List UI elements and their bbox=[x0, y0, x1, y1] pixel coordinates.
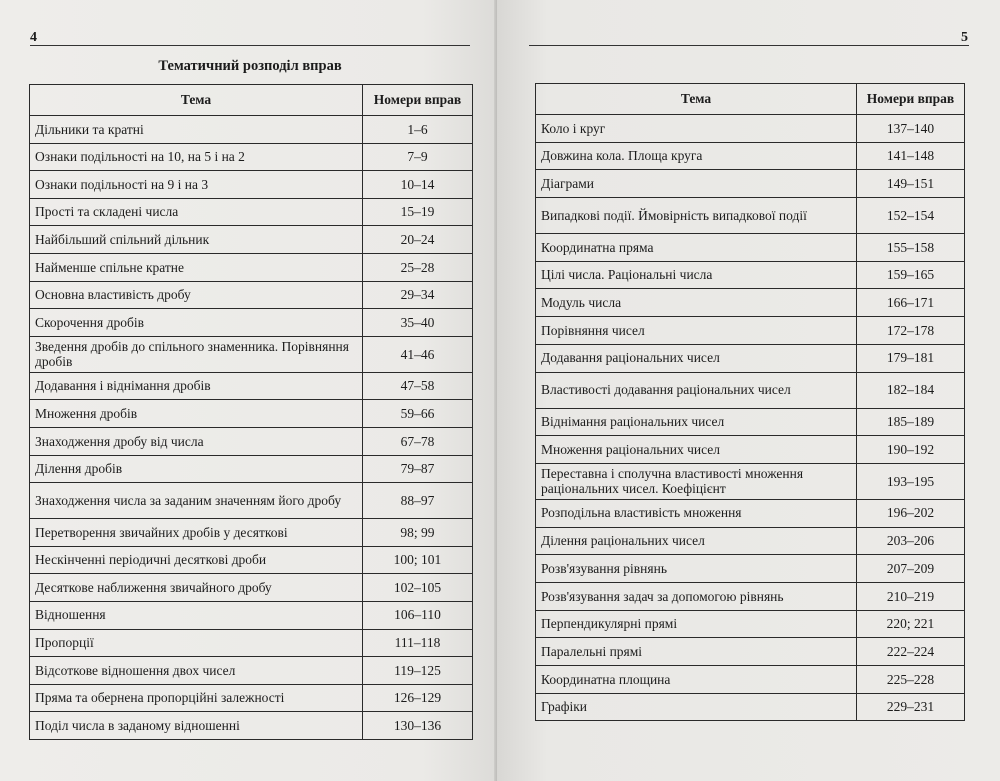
table-row bbox=[536, 115, 965, 143]
topic-cell: Множення раціональних чисел bbox=[536, 436, 857, 464]
exercise-numbers-cell: 1–6 bbox=[363, 116, 473, 144]
table-row bbox=[536, 289, 965, 317]
topic-cell: Зведення дробів до спільного знаменника. Порівняння дробів bbox=[30, 336, 363, 372]
column-header-numbers: Номери вправ bbox=[363, 85, 473, 116]
table-row bbox=[536, 638, 965, 666]
table-row bbox=[30, 427, 473, 455]
topics-table-right bbox=[535, 83, 965, 721]
exercise-numbers-cell: 207–209 bbox=[857, 555, 965, 583]
topic-cell: Нескінченні періодичні десяткові дроби bbox=[30, 546, 363, 574]
table-row bbox=[30, 455, 473, 483]
table-row bbox=[30, 171, 473, 199]
column-header-numbers: Номери вправ bbox=[857, 84, 965, 115]
topic-cell: Координатна пряма bbox=[536, 234, 857, 262]
table-row bbox=[536, 610, 965, 638]
exercise-numbers-cell: 130–136 bbox=[363, 712, 473, 740]
table-row bbox=[30, 281, 473, 309]
topic-cell: Розв'язування задач за допомогою рівнянь bbox=[536, 582, 857, 610]
table-row bbox=[536, 693, 965, 721]
topic-cell: Пропорції bbox=[30, 629, 363, 657]
table-row bbox=[30, 546, 473, 574]
exercise-numbers-cell: 41–46 bbox=[363, 336, 473, 372]
exercise-numbers-cell: 159–165 bbox=[857, 261, 965, 289]
topic-cell: Відсоткове відношення двох чисел bbox=[30, 657, 363, 685]
table-row bbox=[30, 483, 473, 519]
table-row bbox=[536, 436, 965, 464]
table-header-row bbox=[30, 85, 473, 116]
table-row bbox=[536, 463, 965, 499]
topic-cell: Ділення дробів bbox=[30, 455, 363, 483]
topic-cell: Довжина кола. Площа круга bbox=[536, 142, 857, 170]
topic-cell: Знаходження числа за заданим значенням його дробу bbox=[30, 483, 363, 519]
topic-cell: Скорочення дробів bbox=[30, 309, 363, 337]
table-row bbox=[536, 499, 965, 527]
table-row bbox=[30, 116, 473, 144]
topic-cell: Коло і круг bbox=[536, 115, 857, 143]
topic-cell: Прості та складені числа bbox=[30, 198, 363, 226]
topic-cell: Розв'язування рівнянь bbox=[536, 555, 857, 583]
page-number: 5 bbox=[961, 30, 968, 45]
topic-cell: Відношення bbox=[30, 601, 363, 629]
table-row bbox=[536, 234, 965, 262]
topic-cell: Множення дробів bbox=[30, 400, 363, 428]
table-row bbox=[30, 198, 473, 226]
exercise-numbers-cell: 141–148 bbox=[857, 142, 965, 170]
exercise-numbers-cell: 137–140 bbox=[857, 115, 965, 143]
topic-cell: Поділ числа в заданому відношенні bbox=[30, 712, 363, 740]
table-row bbox=[30, 143, 473, 171]
topic-cell: Ознаки подільності на 10, на 5 і на 2 bbox=[30, 143, 363, 171]
exercise-numbers-cell: 172–178 bbox=[857, 317, 965, 345]
exercise-numbers-cell: 102–105 bbox=[363, 574, 473, 602]
table-row bbox=[30, 684, 473, 712]
table-row bbox=[536, 198, 965, 234]
table-row bbox=[536, 344, 965, 372]
exercise-numbers-cell: 106–110 bbox=[363, 601, 473, 629]
exercise-numbers-cell: 20–24 bbox=[363, 226, 473, 254]
table-row bbox=[536, 317, 965, 345]
exercise-numbers-cell: 7–9 bbox=[363, 143, 473, 171]
table-row bbox=[30, 657, 473, 685]
topic-cell: Випадкові події. Ймовірність випадкової події bbox=[536, 198, 857, 234]
exercise-numbers-cell: 185–189 bbox=[857, 408, 965, 436]
topic-cell: Основна властивість дробу bbox=[30, 281, 363, 309]
exercise-numbers-cell: 25–28 bbox=[363, 253, 473, 281]
topic-cell: Властивості додавання раціональних чисел bbox=[536, 372, 857, 408]
topic-cell: Цілі числа. Раціональні числа bbox=[536, 261, 857, 289]
exercise-numbers-cell: 149–151 bbox=[857, 170, 965, 198]
topic-cell: Розподільна властивість множення bbox=[536, 499, 857, 527]
exercise-numbers-cell: 210–219 bbox=[857, 582, 965, 610]
table-row bbox=[30, 400, 473, 428]
exercise-numbers-cell: 67–78 bbox=[363, 427, 473, 455]
exercise-numbers-cell: 179–181 bbox=[857, 344, 965, 372]
exercise-numbers-cell: 10–14 bbox=[363, 171, 473, 199]
topic-cell: Найменше спільне кратне bbox=[30, 253, 363, 281]
table-row bbox=[30, 601, 473, 629]
exercise-numbers-cell: 59–66 bbox=[363, 400, 473, 428]
topic-cell: Перпендикулярні прямі bbox=[536, 610, 857, 638]
topic-cell: Переставна і сполучна властивості множення раціональних чисел. Коефіцієнт bbox=[536, 463, 857, 499]
exercise-numbers-cell: 111–118 bbox=[363, 629, 473, 657]
exercise-numbers-cell: 222–224 bbox=[857, 638, 965, 666]
exercise-numbers-cell: 88–97 bbox=[363, 483, 473, 519]
column-header-topic: Тема bbox=[30, 85, 363, 116]
page-number: 4 bbox=[30, 30, 37, 45]
table-header-row bbox=[536, 84, 965, 115]
topic-cell: Ознаки подільності на 9 і на 3 bbox=[30, 171, 363, 199]
topic-cell: Графіки bbox=[536, 693, 857, 721]
exercise-numbers-cell: 190–192 bbox=[857, 436, 965, 464]
topic-cell: Додавання і віднімання дробів bbox=[30, 372, 363, 400]
exercise-numbers-cell: 166–171 bbox=[857, 289, 965, 317]
table-row bbox=[536, 408, 965, 436]
topic-cell: Десяткове наближення звичайного дробу bbox=[30, 574, 363, 602]
topic-cell: Координатна площина bbox=[536, 666, 857, 694]
table-row bbox=[536, 582, 965, 610]
exercise-numbers-cell: 225–228 bbox=[857, 666, 965, 694]
table-row bbox=[30, 226, 473, 254]
page-title: Тематичний розподіл вправ bbox=[158, 58, 342, 74]
topic-cell: Перетворення звичайних дробів у десяткові bbox=[30, 519, 363, 547]
exercise-numbers-cell: 119–125 bbox=[363, 657, 473, 685]
topics-table-left bbox=[29, 84, 473, 740]
table-row bbox=[536, 170, 965, 198]
table-row bbox=[536, 555, 965, 583]
topic-cell: Модуль числа bbox=[536, 289, 857, 317]
table-body bbox=[536, 115, 965, 721]
right-page bbox=[497, 0, 1000, 781]
table-row bbox=[536, 142, 965, 170]
exercise-numbers-cell: 193–195 bbox=[857, 463, 965, 499]
topic-cell: Додавання раціональних чисел bbox=[536, 344, 857, 372]
exercise-numbers-cell: 29–34 bbox=[363, 281, 473, 309]
table-row bbox=[30, 372, 473, 400]
table-row bbox=[30, 574, 473, 602]
topic-cell: Паралельні прямі bbox=[536, 638, 857, 666]
table-row bbox=[536, 261, 965, 289]
left-page bbox=[0, 0, 497, 781]
exercise-numbers-cell: 126–129 bbox=[363, 684, 473, 712]
exercise-numbers-cell: 220; 221 bbox=[857, 610, 965, 638]
exercise-numbers-cell: 79–87 bbox=[363, 455, 473, 483]
table-row bbox=[536, 372, 965, 408]
exercise-numbers-cell: 98; 99 bbox=[363, 519, 473, 547]
table-row bbox=[30, 519, 473, 547]
table-row bbox=[30, 309, 473, 337]
topic-cell: Ділення раціональних чисел bbox=[536, 527, 857, 555]
exercise-numbers-cell: 152–154 bbox=[857, 198, 965, 234]
table-row bbox=[30, 712, 473, 740]
header-rule bbox=[30, 45, 470, 46]
exercise-numbers-cell: 196–202 bbox=[857, 499, 965, 527]
exercise-numbers-cell: 229–231 bbox=[857, 693, 965, 721]
table-body bbox=[30, 116, 473, 740]
column-header-topic: Тема bbox=[536, 84, 857, 115]
exercise-numbers-cell: 182–184 bbox=[857, 372, 965, 408]
table-row bbox=[30, 336, 473, 372]
table-row bbox=[536, 666, 965, 694]
topic-cell: Порівняння чисел bbox=[536, 317, 857, 345]
topic-cell: Пряма та обернена пропорційні залежності bbox=[30, 684, 363, 712]
header-rule bbox=[529, 45, 969, 46]
topic-cell: Віднімання раціональних чисел bbox=[536, 408, 857, 436]
table-row bbox=[30, 253, 473, 281]
exercise-numbers-cell: 203–206 bbox=[857, 527, 965, 555]
exercise-numbers-cell: 35–40 bbox=[363, 309, 473, 337]
table-row bbox=[536, 527, 965, 555]
table-row bbox=[30, 629, 473, 657]
exercise-numbers-cell: 47–58 bbox=[363, 372, 473, 400]
topic-cell: Найбільший спільний дільник bbox=[30, 226, 363, 254]
topic-cell: Знаходження дробу від числа bbox=[30, 427, 363, 455]
exercise-numbers-cell: 155–158 bbox=[857, 234, 965, 262]
exercise-numbers-cell: 15–19 bbox=[363, 198, 473, 226]
topic-cell: Дільники та кратні bbox=[30, 116, 363, 144]
exercise-numbers-cell: 100; 101 bbox=[363, 546, 473, 574]
topic-cell: Діаграми bbox=[536, 170, 857, 198]
